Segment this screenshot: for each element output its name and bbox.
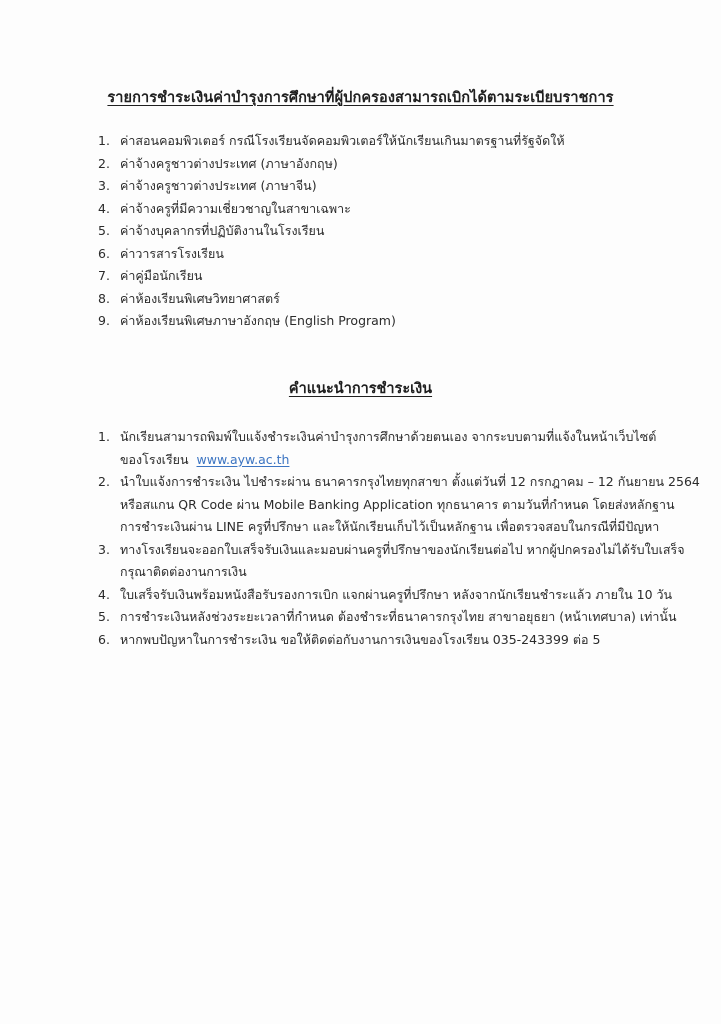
list-item: 5. ค่าจ้างบุคลากรที่ปฏิบัติงานในโรงเรียน	[98, 223, 325, 238]
list-item: 2. นำใบแจ้งการชำระเงิน ไปชำระผ่าน ธนาคารกรุงไทยทุกสาขา ตั้งแต่วันที่ 12 กรกฎาคม – 12 กันยายน 2564 หรือสแกน QR Code ผ่าน Mobile Banking Application ทุกธนาคาร ตามวันที่กำหนด โดยส่งหลักฐาน การชำระเงินผ่าน LINE ครูที่ปรึกษา และให้นักเรียนเก็บไว้เป็นหลักฐาน เพื่อตรวจสอบในกรณีที่มีปัญหา	[98, 471, 678, 539]
fee-item-text: ค่าห้องเรียนพิเศษวิทยาศาสตร์	[120, 290, 280, 306]
list-item: 3. ทางโรงเรียนจะออกใบเสร็จรับเงินและมอบผ่านครูที่ปรึกษาของนักเรียนต่อไป หากผู้ปกครองไม่ได้รับใบเสร็จ กรุณาติดต่องานการเงิน	[98, 539, 678, 584]
school-website-link[interactable]: www.ayw.ac.th	[196, 451, 290, 467]
fee-item-text: ค่าจ้างครูที่มีความเชี่ยวชาญในสาขาเฉพาะ	[120, 200, 351, 216]
list-item: 8. ค่าห้องเรียนพิเศษวิทยาศาสตร์	[98, 290, 280, 306]
fee-item-text: ค่าคู่มือนักเรียน	[120, 268, 203, 283]
list-item: 4. ค่าจ้างครูที่มีความเชี่ยวชาญในสาขาเฉพาะ	[98, 200, 351, 216]
instruction-line: การชำระเงินหลังช่วงระยะเวลาที่กำหนด ต้องชำระที่ธนาคารกรุงไทย สาขาอยุธยา (หน้าเทศบาล) เท่านั้น	[120, 609, 677, 624]
instruction-line: หรือสแกน QR Code ผ่าน Mobile Banking Application ทุกธนาคาร ตามวันที่กำหนด โดยส่งหลักฐาน	[120, 496, 675, 512]
fee-item-text: ค่าจ้างครูชาวต่างประเทศ (ภาษาอังกฤษ)	[120, 155, 338, 171]
list-item: 3. ค่าจ้างครูชาวต่างประเทศ (ภาษาจีน)	[98, 178, 317, 193]
document-title: รายการชำระเงินค่าบำรุงการศึกษาที่ผู้ปกครองสามารถเบิกได้ตามระเบียบราชการ	[107, 90, 614, 106]
fee-item-text: ค่าสอนคอมพิวเตอร์ กรณีโรงเรียนจัดคอมพิวเตอร์ให้นักเรียนเกินมาตรฐานที่รัฐจัดให้	[120, 133, 565, 148]
fee-item-text: ค่าวารสารโรงเรียน	[120, 245, 224, 261]
fee-item-text: ค่าจ้างบุคลากรที่ปฏิบัติงานในโรงเรียน	[120, 223, 325, 238]
list-item: 2. ค่าจ้างครูชาวต่างประเทศ (ภาษาอังกฤษ)	[98, 155, 338, 171]
list-item: 1. ค่าสอนคอมพิวเตอร์ กรณีโรงเรียนจัดคอมพิวเตอร์ให้นักเรียนเกินมาตรฐานที่รัฐจัดให้	[98, 133, 565, 148]
payment-instructions-list	[98, 426, 700, 651]
instruction-line: ใบเสร็จรับเงินพร้อมหนังสือรับรองการเบิก แจกผ่านครูที่ปรึกษา หลังจากนักเรียนชำระแล้ว ภายใน 10 วัน	[120, 586, 673, 602]
fee-item-text: ค่าห้องเรียนพิเศษภาษาอังกฤษ (English Program)	[120, 313, 396, 328]
instruction-line: ทางโรงเรียนจะออกใบเสร็จรับเงินและมอบผ่านครูที่ปรึกษาของนักเรียนต่อไป หากผู้ปกครองไม่ได้รับใบเสร็จ	[120, 541, 685, 557]
instructions-title: คำแนะนำการชำระเงิน	[288, 381, 433, 397]
fee-item-text: ค่าจ้างครูชาวต่างประเทศ (ภาษาจีน)	[120, 178, 317, 193]
instruction-line: นักเรียนสามารถพิมพ์ใบแจ้งชำระเงินค่าบำรุงการศึกษาด้วยตนเอง จากระบบตามที่แจ้งในหน้าเว็บไซต์	[120, 429, 657, 444]
list-item: 6. ค่าวารสารโรงเรียน	[98, 245, 224, 261]
reimbursable-fees-list	[98, 130, 678, 333]
list-item: 1. นักเรียนสามารถพิมพ์ใบแจ้งชำระเงินค่าบำรุงการศึกษาด้วยตนเอง จากระบบตามที่แจ้งในหน้าเว็บไซต์ ของโรงเรียน www.ayw.ac.th	[98, 426, 678, 471]
list-item: 7. ค่าคู่มือนักเรียน	[98, 268, 203, 283]
instruction-line: การชำระเงินผ่าน LINE ครูที่ปรึกษา และให้นักเรียนเก็บไว้เป็นหลักฐาน เพื่อตรวจสอบในกรณีที่มีปัญหา	[120, 519, 660, 534]
list-item: 4. ใบเสร็จรับเงินพร้อมหนังสือรับรองการเบิก แจกผ่านครูที่ปรึกษา หลังจากนักเรียนชำระแล้ว ภายใน 10 วัน	[98, 584, 678, 607]
instruction-line: นำใบแจ้งการชำระเงิน ไปชำระผ่าน ธนาคารกรุงไทยทุกสาขา ตั้งแต่วันที่ 12 กรกฎาคม – 12 กันยายน 2564	[120, 474, 700, 489]
list-item: 5. การชำระเงินหลังช่วงระยะเวลาที่กำหนด ต้องชำระที่ธนาคารกรุงไทย สาขาอยุธยา (หน้าเทศบาล) เท่านั้น	[98, 606, 678, 629]
instruction-line: หากพบปัญหาในการชำระเงิน ขอให้ติดต่อกับงานการเงินของโรงเรียน 035-243399 ต่อ 5	[120, 631, 601, 647]
list-item: 9. ค่าห้องเรียนพิเศษภาษาอังกฤษ (English Program)	[98, 313, 396, 328]
list-item: 6. หากพบปัญหาในการชำระเงิน ขอให้ติดต่อกับงานการเงินของโรงเรียน 035-243399 ต่อ 5	[98, 629, 678, 652]
instruction-line: กรุณาติดต่องานการเงิน	[120, 564, 247, 579]
instruction-line: ของโรงเรียน	[120, 451, 189, 467]
